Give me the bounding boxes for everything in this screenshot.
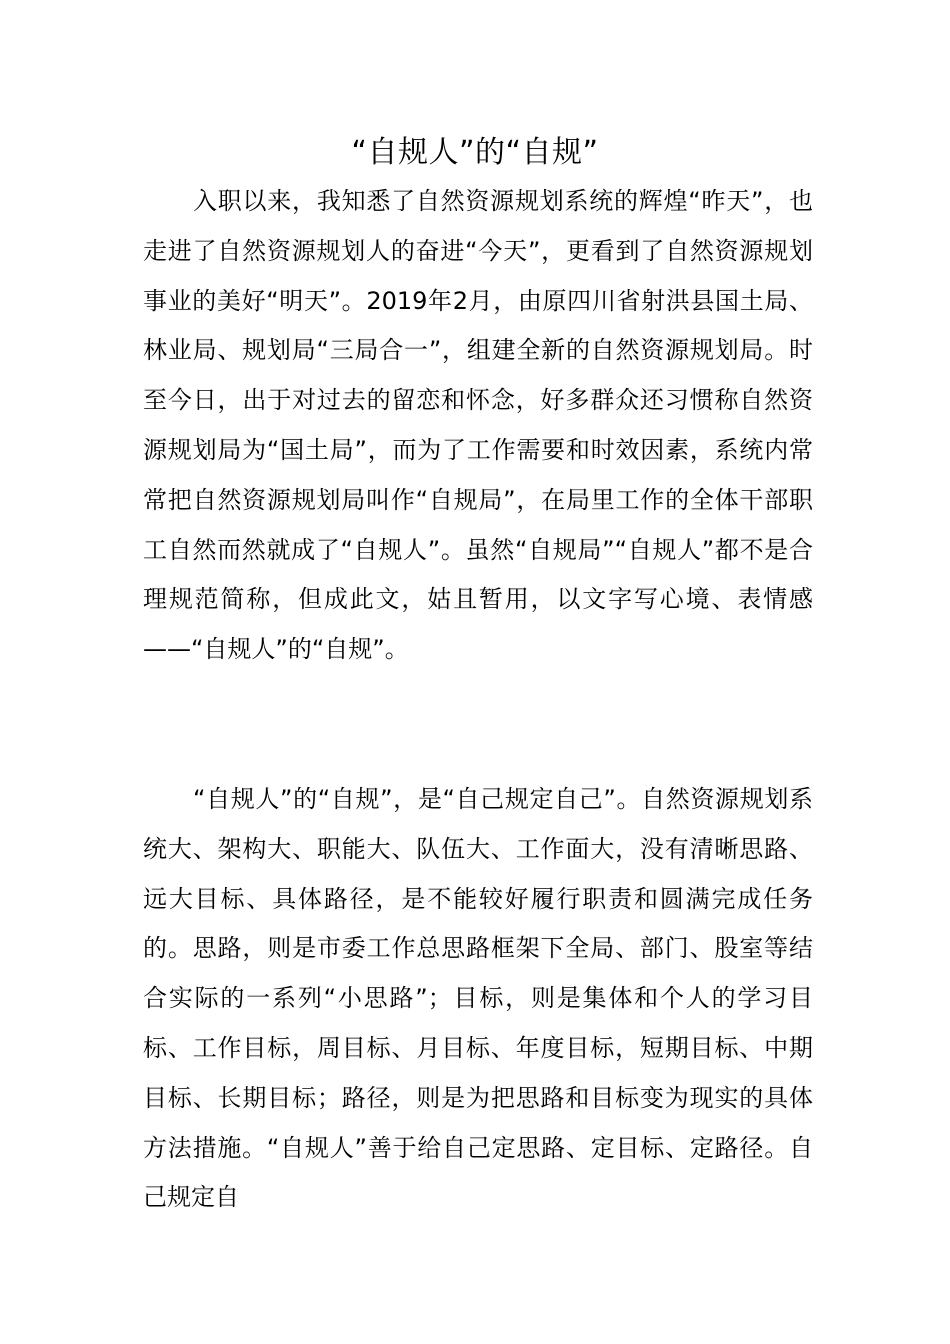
document-title: “自规人”的“自规” <box>351 135 599 170</box>
paragraph-2: “自规人”的“自规”，是“自己规定自己”。自然资源规划系统大、架构大、职能大、队伍大、工作面大，没有清晰思路、远大目标、具体路径，是不能较好履行职责和圆满完成任务的。思路，则是市委工作总思路框架下全局、部门、股室等结合实际的一系列“小思路”；目标，则是集体和个人的学习目标、工作目标，周目标、月目标、年度目标，短期目标、中期目标、长期目标；路径，则是为把思路和目标变为现实的具体方法措施。“自规人”善于给自己定思路、定目标、定路径。自己规定自 <box>143 785 813 1212</box>
paragraph-1: 入职以来，我知悉了自然资源规划系统的辉煌“昨天”，也走进了自然资源规划人的奋进“今天”，更看到了自然资源规划事业的美好“明天”。2019年2月，由原四川省射洪县国土局、林业局、规划局“三局合一”，组建全新的自然资源规划局。时至今日，出于对过去的留恋和怀念，好多群众还习惯称自然资源规划局为“国土局”，而为了工作需要和时效因素，系统内常常把自然资源规划局叫作“自规局”，在局里工作的全体干部职工自然而然就成了“自规人”。虽然“自规局”“自规人”都不是合理规范简称，但成此文，姑且暂用，以文字写心境、表情感——“自规人”的“自规”。 <box>143 187 813 664</box>
